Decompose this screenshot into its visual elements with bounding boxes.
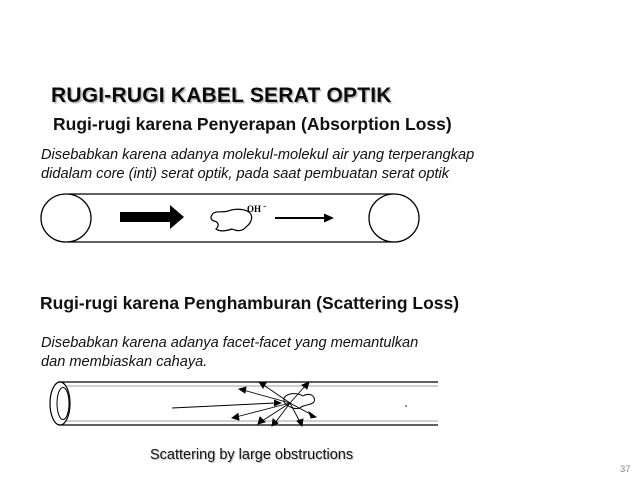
- page-number: 37: [620, 464, 631, 475]
- incoming-ray: [172, 403, 276, 408]
- obstruction-blob: [284, 394, 314, 409]
- scattering-caption: Scattering by large obstructions: [150, 447, 354, 463]
- scattering-description-line: dan membiaskan cahaya.: [41, 354, 208, 370]
- scattering-heading: Rugi-rugi karena Penghamburan (Scattering Loss): [40, 293, 460, 313]
- scattering-description-line: Disebabkan karena adanya facet-facet yang memantulkan: [41, 335, 419, 351]
- absorption-description-line: didalam core (inti) serat optik, pada saat pembuatan serat optik: [41, 166, 450, 182]
- oh-label: OH ˉ: [247, 204, 267, 214]
- absorption-heading: Rugi-rugi karena Penyerapan (Absorption Loss): [53, 114, 452, 134]
- dust-speck: [405, 405, 407, 407]
- absorption-description-line: Disebabkan karena adanya molekul-molekul air yang terperangkap: [41, 147, 475, 163]
- fiber-end-ring-outer: [50, 382, 70, 425]
- slide-title: RUGI-RUGI KABEL SERAT OPTIK: [51, 84, 392, 107]
